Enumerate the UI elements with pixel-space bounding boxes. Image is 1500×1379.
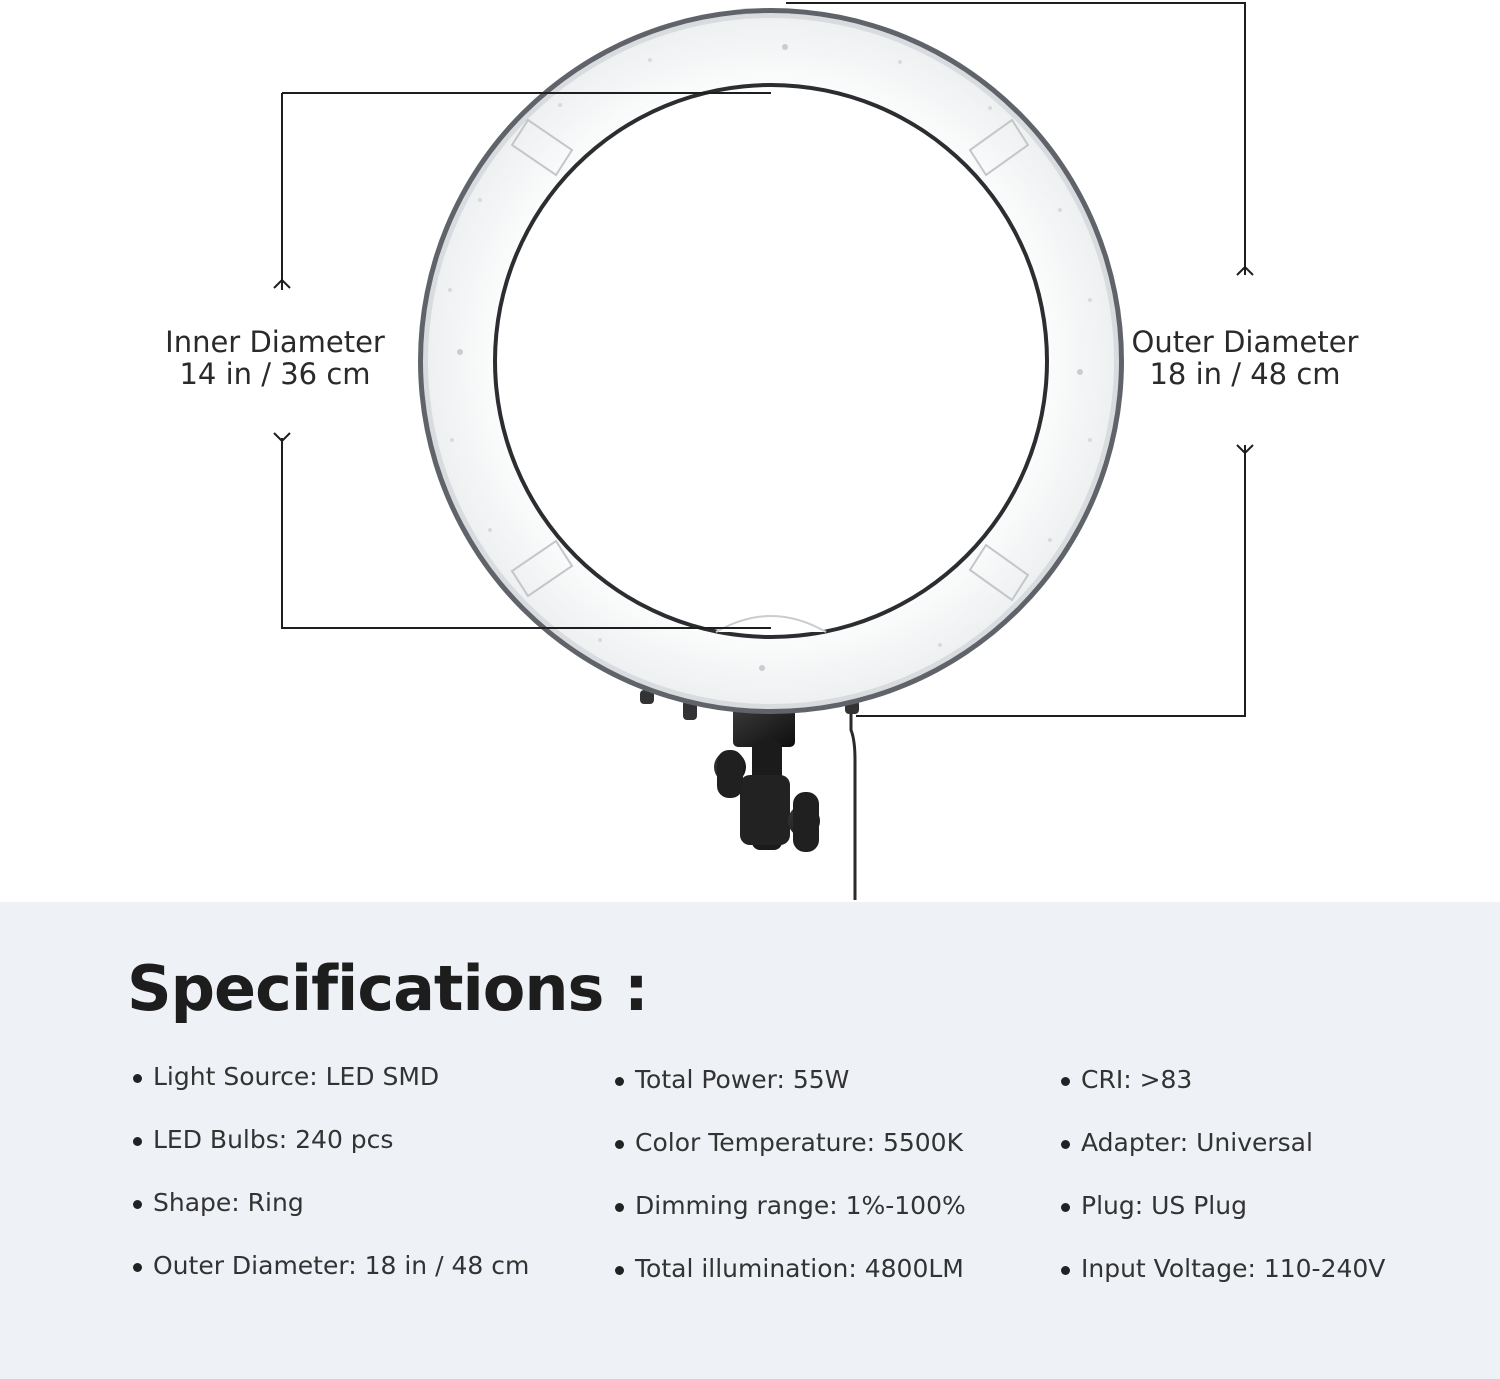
spec-item <box>1058 1189 1498 1252</box>
spec-text: Light Source: LED SMD <box>153 1062 440 1091</box>
bullet-icon <box>615 1266 624 1275</box>
specifications-panel <box>0 902 1500 1379</box>
bullet-icon <box>133 1200 142 1209</box>
spec-text: Input Voltage: 110-240V <box>1081 1254 1386 1283</box>
bullet-icon <box>615 1077 624 1086</box>
spec-text: Plug: US Plug <box>1081 1191 1247 1220</box>
bullet-icon <box>1061 1140 1070 1149</box>
spec-column-1 <box>130 1060 570 1312</box>
bullet-icon <box>133 1263 142 1272</box>
spec-item <box>130 1186 570 1249</box>
spec-text: Shape: Ring <box>153 1188 304 1217</box>
spec-item <box>612 1252 1052 1315</box>
bullet-icon <box>615 1203 624 1212</box>
spec-item <box>1058 1063 1498 1126</box>
inner-diameter-title: Inner Diameter <box>165 325 385 359</box>
spec-item <box>612 1126 1052 1189</box>
bullet-icon <box>1061 1203 1070 1212</box>
spec-text: Total Power: 55W <box>635 1065 850 1094</box>
spec-text: Color Temperature: 5500K <box>635 1128 963 1157</box>
outer-diameter-value: 18 in / 48 cm <box>1149 357 1341 391</box>
spec-item <box>130 1123 570 1186</box>
spec-item <box>130 1060 570 1123</box>
spec-item <box>1058 1126 1498 1189</box>
specifications-title: Specifications : <box>127 952 648 1025</box>
inner-diameter-label <box>150 326 400 390</box>
outer-diameter-title: Outer Diameter <box>1131 325 1359 359</box>
spec-column-3 <box>1058 1063 1498 1315</box>
inner-diameter-value: 14 in / 36 cm <box>179 357 371 391</box>
spec-text: LED Bulbs: 240 pcs <box>153 1125 394 1154</box>
spec-text: Adapter: Universal <box>1081 1128 1313 1157</box>
bullet-icon <box>1061 1077 1070 1086</box>
spec-text: CRI: >83 <box>1081 1065 1193 1094</box>
power-cable <box>851 708 855 900</box>
spec-item <box>612 1063 1052 1126</box>
bullet-icon <box>133 1074 142 1083</box>
spec-item <box>1058 1252 1498 1315</box>
spec-text: Outer Diameter: 18 in / 48 cm <box>153 1251 530 1280</box>
bullet-icon <box>615 1140 624 1149</box>
spec-column-2 <box>612 1063 1052 1315</box>
bullet-icon <box>133 1137 142 1146</box>
spec-item <box>130 1249 570 1312</box>
spec-item <box>612 1189 1052 1252</box>
bullet-icon <box>1061 1266 1070 1275</box>
stand-mount <box>640 690 859 852</box>
outer-diameter-label <box>1120 326 1370 390</box>
spec-text: Dimming range: 1%-100% <box>635 1191 966 1220</box>
spec-text: Total illumination: 4800LM <box>635 1254 964 1283</box>
